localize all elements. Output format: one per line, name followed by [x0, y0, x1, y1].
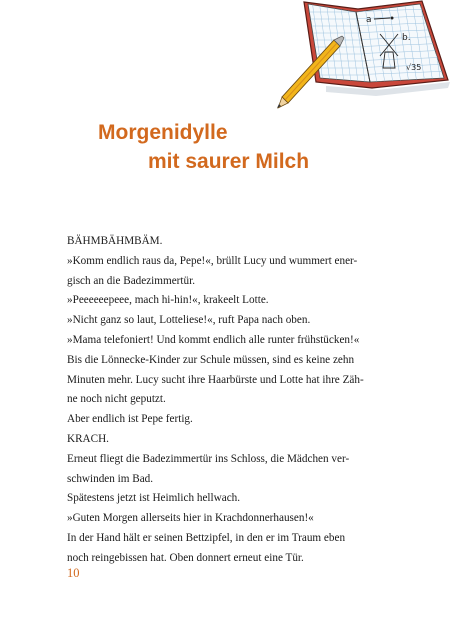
chapter-title-line-2: mit saurer Milch [148, 150, 310, 173]
text-line: In der Hand hält er seinen Bettzipfel, in den er im Traum eben [67, 531, 346, 544]
text-line: gisch an die Badezimmertür. [67, 274, 195, 287]
text-line: noch reingebissen hat. Oben donnert erneut eine Tür. [67, 551, 304, 564]
story-text [67, 232, 397, 569]
sketch-formula: √35 [406, 63, 422, 72]
chapter-title-line-1: Morgenidylle [98, 121, 228, 144]
sketch-label-b: b. [402, 33, 411, 43]
text-line: »Peeeeeepeee, mach hi-hin!«, krakeelt Lotte. [67, 294, 269, 307]
text-line: BÄHMBÄHMBÄM. [67, 235, 163, 247]
sketch-label-a: a [366, 15, 372, 25]
text-line: »Nicht ganz so laut, Lotteliese!«, ruft Papa nach oben. [67, 314, 311, 327]
text-line: »Mama telefoniert! Und kommt endlich alle runter frühstücken!« [67, 333, 360, 346]
text-line: ne noch nicht geputzt. [67, 393, 166, 406]
text-line: schwinden im Bad. [67, 472, 154, 485]
page-number: 10 [67, 566, 80, 580]
text-line: Bis die Lönnecke-Kinder zur Schule müssen, sind es keine zehn [67, 353, 355, 366]
text-line: Aber endlich ist Pepe fertig. [67, 413, 193, 426]
text-line: Minuten mehr. Lucy sucht ihre Haarbürste und Lotte hat ihre Zäh- [67, 373, 364, 386]
text-line: Erneut fliegt die Badezimmertür ins Schloss, die Mädchen ver- [67, 452, 350, 465]
text-line: »Guten Morgen allerseits hier in Krachdonnerhausen!« [67, 512, 314, 525]
text-line: »Komm endlich raus da, Pepe!«, brüllt Lucy und wummert ener- [67, 254, 358, 267]
notebook-pencil-illustration [268, 0, 453, 112]
text-line: Spätestens jetzt ist Heimlich hellwach. [67, 492, 241, 505]
text-line: KRACH. [67, 432, 109, 445]
